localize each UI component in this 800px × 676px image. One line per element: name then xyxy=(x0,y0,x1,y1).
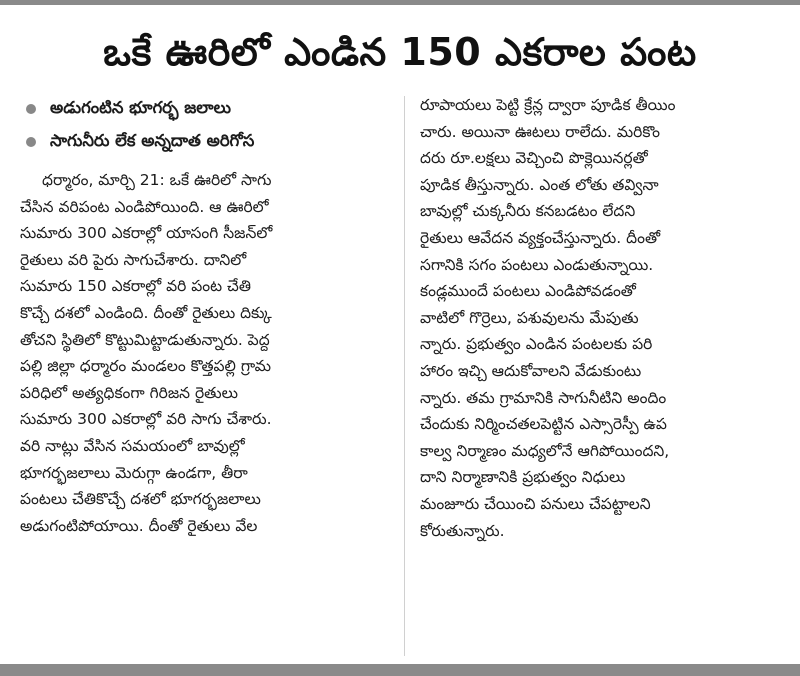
bottom-rule xyxy=(0,664,800,676)
body-line: కొచ్చే దశలో ఎండింది. దీంతో రైతులు దిక్కు xyxy=(20,303,272,322)
body-line: ధర్మారం, మార్చి 21: ఒకే ఊరిలో సాగు xyxy=(42,171,272,189)
body-line: పూడిక తీస్తున్నారు. ఎంత లోతు తవ్వినా xyxy=(420,175,659,194)
body-line: రూపాయలు పెట్టి క్రేన్ల ద్వారా పూడిక తీయిం xyxy=(420,96,676,114)
body-line: తోచని స్థితిలో కొట్టుమిట్టాడుతున్నారు. పెద్ద xyxy=(20,330,270,349)
body-line: అడుగంటిపోయాయి. దీంతో రైతులు వేల xyxy=(20,516,258,535)
body-line: దరు రూ.లక్షలు వెచ్చించి పొక్లెయినర్లతో xyxy=(420,149,648,168)
body-line: రైతులు వరి పైరు సాగుచేశారు. దానిలో xyxy=(20,250,247,269)
body-text-left xyxy=(20,167,390,539)
headline: ఒకే ఊరిలో ఎండిన 150 ఎకరాల పంట xyxy=(103,30,697,74)
body-line: కాల్వ నిర్మాణం మధ్యలోనే ఆగిపోయిందని, xyxy=(420,441,670,460)
bullet-item xyxy=(20,92,390,125)
body-line: చేసిన వరిపంట ఎండిపోయింది. ఆ ఊరిలో xyxy=(20,197,269,216)
bullet-item xyxy=(20,125,390,158)
bullet-list xyxy=(20,92,390,158)
body-line: హారం ఇచ్చి ఆదుకోవాలని వేడుకుంటు xyxy=(420,361,642,380)
body-line: దాని నిర్మాణానికి ప్రభుత్వం నిధులు xyxy=(420,468,626,487)
column-divider xyxy=(404,96,405,656)
body-line: పంటలు చేతికొచ్చే దశలో భూగర్భజలాలు xyxy=(20,490,261,509)
body-line: సుమారు 300 ఎకరాల్లో యాసంగి సీజన్‌లో xyxy=(20,224,273,243)
body-line: చారు. అయినా ఊటలు రాలేదు. మరికొం xyxy=(420,122,660,141)
body-line: వరి నాట్లు వేసిన సమయంలో బావుల్లో xyxy=(20,436,245,455)
article-column-left xyxy=(20,92,390,539)
top-rule xyxy=(0,0,800,5)
body-line: చేందుకు నిర్మించతలపెట్టిన ఎస్సారెస్పీ ఉప xyxy=(420,415,667,434)
body-line: పల్లి జిల్లా ధర్మారం మండలం కొత్తపల్లి గ్రామ xyxy=(20,357,272,376)
bullet-dot-icon xyxy=(26,104,36,114)
body-line: న్నారు. తమ గ్రామానికి సాగునీటిని అందిం xyxy=(420,388,667,407)
body-line: పరిధిలో అత్యధికంగా గిరిజన రైతులు xyxy=(20,383,238,402)
body-line: మంజూరు చేయించి పనులు చేపట్టాలని xyxy=(420,494,651,513)
body-line: సుమారు 150 ఎకరాల్లో వరి పంట చేతి xyxy=(20,277,251,296)
body-line: కోరుతున్నారు. xyxy=(420,521,505,540)
body-line: సగానికి సగం పంటలు ఎండుతున్నాయి. xyxy=(420,255,654,274)
body-line: రైతులు ఆవేదన వ్యక్తంచేస్తున్నారు. దీంతో xyxy=(420,228,661,247)
bullet-text: అడుగంటిన భూగర్భ జలాలు xyxy=(50,98,231,118)
article-column-right xyxy=(420,92,780,544)
bullet-text: సాగునీరు లేక అన్నదాత అరిగోస xyxy=(50,131,255,151)
body-line: భూగర్భజలాలు మెరుగ్గా ఉండగా, తీరా xyxy=(20,463,248,482)
body-line: సుమారు 300 ఎకరాల్లో వరి సాగు చేశారు. xyxy=(20,410,272,429)
body-line: వాటిలో గొర్రెలు, పశువులను మేపుతు xyxy=(420,308,639,327)
body-line: న్నారు. ప్రభుత్వం ఎండిన పంటలకు పరి xyxy=(420,335,653,354)
body-line: బావుల్లో చుక్కనీరు కనబడటం లేదని xyxy=(420,202,636,221)
body-line: కండ్లముందే పంటలు ఎండిపోవడంతో xyxy=(420,282,636,301)
bullet-dot-icon xyxy=(26,137,36,147)
